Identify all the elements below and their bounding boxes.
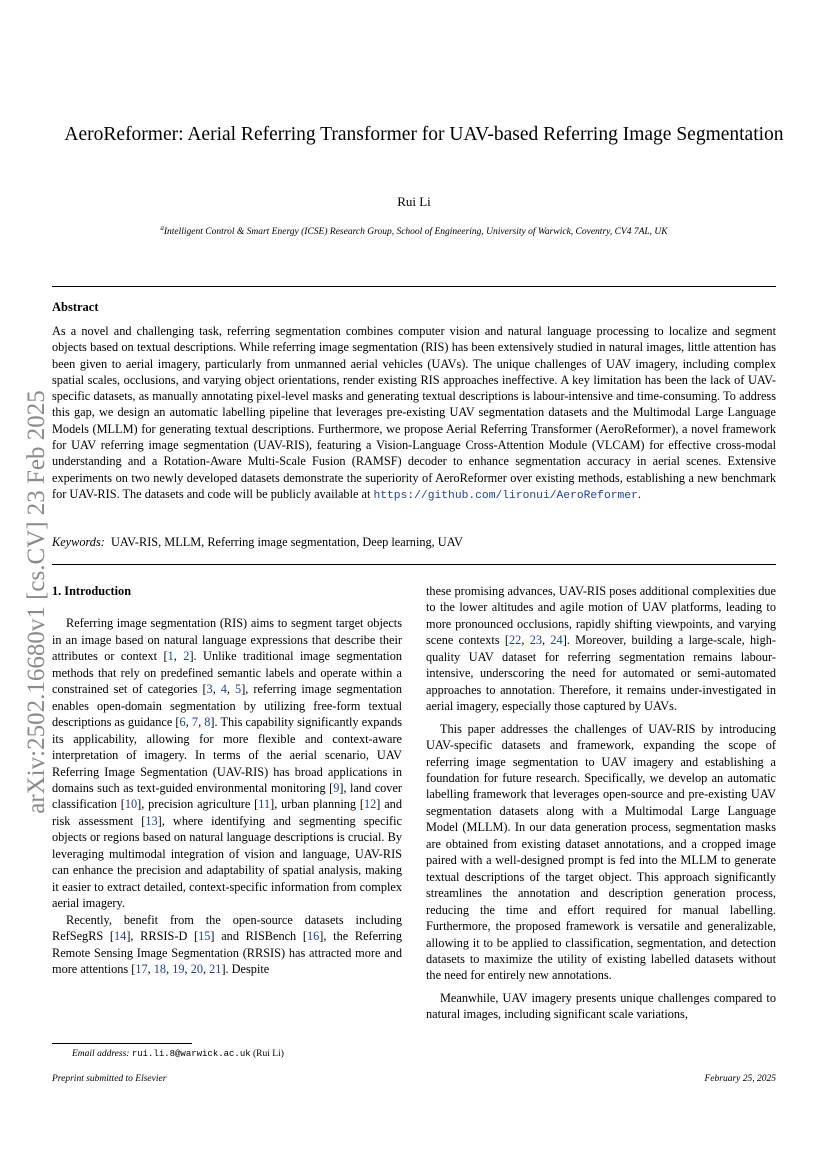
citation-link[interactable]: 2 [183,649,190,664]
paragraph-text: , [147,961,154,976]
citation-link[interactable]: 1 [167,649,174,664]
paragraph-text: ], land cover classification [ [52,780,402,812]
intro-paragraph-1 [52,615,402,911]
citation-link[interactable]: 8 [204,715,211,730]
citation-link[interactable]: 17 [135,961,148,976]
right-column [426,583,776,1023]
citation-link[interactable]: 4 [220,682,227,697]
keywords [52,535,463,550]
citation-link[interactable]: 9 [333,780,340,795]
top-divider [52,286,776,287]
intro-paragraph-5: Meanwhile, UAV imagery presents unique challenges compared to natural images, including significant scale variations, [426,990,776,1022]
footnote-label: Email address: [72,1049,130,1059]
paragraph-text: ], the Referring Remote Sensing Image Segmentation (RRSIS) has attracted more and more attentions [ [52,929,402,976]
author-affiliation [0,224,828,237]
citation-link[interactable]: 7 [191,715,199,730]
code-link[interactable]: https://github.com/lironui/AeroReformer [373,489,638,502]
paragraph-text: ], urban planning [ [270,797,364,812]
citation-link[interactable]: 12 [363,797,377,812]
author-name: Rui Li [397,194,431,209]
paragraph-text: , [212,682,221,697]
abstract-heading: Abstract [52,300,99,314]
paragraph-text: ]. Moreover, building a large-scale, high-quality UAV dataset for referring segmentation remains labour-intensive, underscoring the need for automated or semi-automated approaches to annotation. Therefore, it remains under-investigated in aerial imagery, especially those captured by UAVs. [426,633,776,714]
citation-link[interactable]: 5 [235,682,242,697]
paragraph-text: , [521,633,530,648]
paragraph-text: ]. Despite [221,961,270,976]
citation-link[interactable]: 20 [190,961,203,976]
citation-link[interactable]: 6 [179,715,186,730]
paragraph-text: , [226,682,236,697]
paragraph-text: ] and RISBench [ [210,929,307,944]
abstract-text: As a novel and challenging task, referring segmentation combines computer vision and natural language processing to localize and segment objects based on textual descriptions. While referring image segmentation (RIS) has been extensively studied in natural images, little attention has been given to aerial imagery, particularly from unmanned aerial vehicles (UAVs). The unique challenges of UAV imagery, including complex spatial scales, occlusions, and varying object orientations, render existing RIS approaches ineffective. A key limitation has been the lack of UAV-specific datasets, as manually annotating pixel-level masks and generating textual descriptions is labour-intensive and time-consuming. To address this gap, we design an automatic labelling pipeline that leverages pre-existing UAV segmentation datasets and the Multimodal Large Language Models (MLLM) for generating textual descriptions. Furthermore, we propose Aerial Referring Transformer (AeroReformer), a novel framework for UAV referring image segmentation (UAV-RIS), featuring a Vision-Language Cross-Attention Module (VLCAM) for effective cross-modal understanding and a Rotation-Aware Multi-Scale Fusion (RAMSF) decoder to enhance segmentation accuracy in aerial scenes. Extensive experiments on two newly developed datasets demonstrate the superiority of AeroReformer over existing methods, establishing a new benchmark for UAV-RIS. The datasets and code will be publicly available at [52,324,776,501]
paragraph-text: ], RRSIS-D [ [126,929,199,944]
footnote-divider [52,1043,192,1044]
affiliation-mark: a [160,224,164,232]
footnote [72,1049,284,1059]
footnote-email[interactable]: rui.li.8@warwick.ac.uk [131,1049,251,1059]
paragraph-text: ]. Unlike traditional image segmentation methods that rely on predefined semantic labels and operate within a constrained set of categories [ [52,649,402,697]
abstract-end: . [637,486,641,501]
paragraph-text: ] and risk assessment [ [52,797,402,828]
citation-link[interactable]: 19 [172,961,185,976]
intro-paragraph-2 [52,912,402,978]
intro-paragraph-4: This paper addresses the challenges of UAV-RIS by introducing UAV-specific datasets and framework, expanding the scope of referring image segmentation to UAV imagery and establishing a foundation for future research. Specifically, we develop an automatic labelling framework that leverages open-source and pre-existing UAV segmentation datasets along with a Multimodal Large Language Model (MLLM). In our data generation process, segmentation masks are obtained from existing dataset annotations, and a cropped image paired with a well-designed prompt is fed into the MLLM to generate textual descriptions of the target object. This approach significantly streamlines the annotation and description generation process, reducing the time and effort required for manual labelling. Furthermore, the proposed framework is versatile and generalizable, allowing it to be applied to classification, segmentation, and detection datasets to maximize the utility of existing labelled datasets without the need for entirely new annotations. [426,721,776,983]
intro-paragraph-3 [426,583,776,715]
citation-link[interactable]: 24 [550,633,563,648]
citation-link[interactable]: 3 [206,682,213,697]
citation-link[interactable]: 18 [153,961,167,976]
citation-link[interactable]: 21 [209,961,222,976]
paragraph-text: , [184,961,191,976]
paragraph-text: ]. This capability significantly expands its applicability, allowing for more flexible and context-aware interpretation of imagery. In terms of the aerial scenario, UAV Referring Image Segmentation (UAV-RIS) has broad applications in domains such as text-guided environmental monitoring [ [52,715,402,795]
paragraph-text: these promising advances, UAV-RIS poses additional complexities due to the lower altitudes and agile motion of UAV platforms, leading to more pronounced occlusions, rapidly shifting viewpoints, and varying scene contexts [ [426,584,776,648]
paragraph-text: , [173,649,184,664]
citation-link[interactable]: 23 [529,633,542,648]
paragraph-text: , [542,633,551,648]
paragraph-text: ], precision agriculture [ [137,797,259,812]
section-heading-introduction: 1. Introduction [52,584,132,598]
keywords-label: Keywords: [52,535,105,549]
footer-date: February 25, 2025 [704,1074,776,1084]
paragraph-text: , [198,715,205,730]
abstract-divider [52,564,776,565]
affiliation-text: Intelligent Control & Smart Energy (ICSE) Research Group, School of Engineering, University of Warwick, Coventry, CV4 7AL, UK [163,227,668,238]
paragraph-text: ], where identifying and segmenting specific objects or regions based on natural language descriptions is crucial. By leveraging multimodal integration of vision and language, UAV-RIS can enhance the precision and adaptability of spatial analysis, making it easier to extract detailed, context-specific information from complex aerial imagery. [52,813,402,911]
paragraph-text: , [166,961,173,976]
citation-link[interactable]: 14 [114,929,127,944]
citation-link[interactable]: 15 [198,929,211,944]
citation-link[interactable]: 22 [509,633,522,648]
paper-title: AeroReformer: Aerial Referring Transformer for UAV-based Referring Image Segmentation [64,124,784,145]
citation-link[interactable]: 11 [258,797,271,812]
citation-link[interactable]: 13 [145,813,158,828]
paragraph-text: , [202,961,210,976]
paragraph-text: Referring image segmentation (RIS) aims to segment target objects in an image based on natural language expressions that describe their attributes or context [ [52,616,402,664]
citation-link[interactable]: 16 [307,929,320,944]
paragraph-text: ], referring image segmentation enables open-domain segmentation by utilizing free-form textual descriptions as guidance [ [52,682,403,730]
paragraph-text: , [185,715,192,730]
arxiv-identifier: arXiv:2502.16680v1 [cs.CV] 23 Feb 2025 [23,390,50,814]
paragraph-text: Recently, benefit from the open-source datasets including RefSegRS [ [52,912,402,944]
left-column [52,583,402,977]
footnote-name: (Rui Li) [253,1049,284,1059]
keywords-text: UAV-RIS, MLLM, Referring image segmentation, Deep learning, UAV [110,535,463,549]
footer-journal: Preprint submitted to Elsevier [52,1074,167,1084]
citation-link[interactable]: 10 [124,797,138,812]
abstract-body [52,323,776,504]
